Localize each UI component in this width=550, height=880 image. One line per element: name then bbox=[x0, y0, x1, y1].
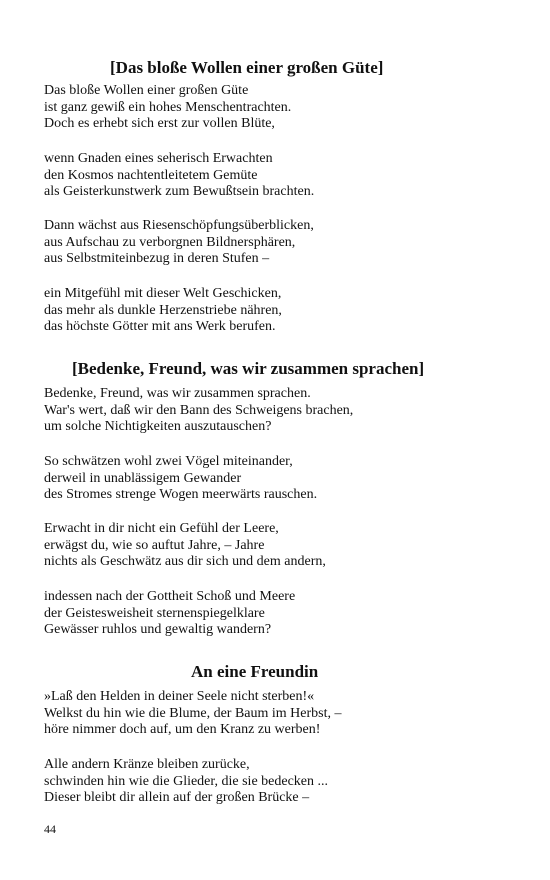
verse-line: das mehr als dunkle Herzenstriebe nähren, bbox=[44, 302, 282, 318]
page-number: 44 bbox=[44, 822, 56, 836]
verse-line: Erwacht in dir nicht ein Gefühl der Leere, bbox=[44, 521, 279, 536]
stanza bbox=[44, 454, 317, 504]
stanza bbox=[44, 521, 326, 571]
verse-line: ist ganz gewiß ein hohes Menschentrachten. bbox=[44, 99, 292, 115]
verse-line: Dann wächst aus Riesenschöpfungsüberblicken, bbox=[44, 218, 314, 233]
verse-line: den Kosmos nachtentleitetem Gemüte bbox=[44, 167, 258, 183]
verse-line: aus Aufschau zu verborgnen Bildnersphären, bbox=[44, 234, 296, 250]
verse-line: indessen nach der Gottheit Schoß und Meere bbox=[44, 589, 296, 604]
stanza bbox=[44, 386, 353, 436]
verse-line: erwägst du, wie so auftut Jahre, – Jahre bbox=[44, 537, 265, 553]
verse-line: das höchste Götter mit ans Werk berufen. bbox=[44, 319, 276, 335]
verse-line: der Geistesweisheit sternenspiegelklare bbox=[44, 605, 265, 621]
verse-line: derweil in unablässigem Gewander bbox=[44, 470, 242, 486]
verse-line: So schwätzen wohl zwei Vögel miteinander, bbox=[44, 454, 293, 469]
poem-title: [Bedenke, Freund, was wir zusammen sprachen] bbox=[72, 359, 425, 378]
verse-line: ein Mitgefühl mit dieser Welt Geschicken, bbox=[44, 286, 282, 301]
verse-line: Gewässer ruhlos und gewaltig wandern? bbox=[44, 622, 272, 638]
verse-line: War's wert, daß wir den Bann des Schweigens brachen, bbox=[44, 402, 354, 418]
stanza bbox=[44, 589, 295, 639]
verse-line: Dieser bleibt dir allein auf der großen Brücke – bbox=[44, 790, 310, 806]
stanza bbox=[44, 689, 342, 739]
stanza bbox=[44, 83, 291, 133]
verse-line: »Laß den Helden in deiner Seele nicht sterben!« bbox=[44, 689, 315, 704]
verse-line: Doch es erhebt sich erst zur vollen Blüte, bbox=[44, 116, 275, 132]
stanza bbox=[44, 151, 314, 201]
verse-line: Welkst du hin wie die Blume, der Baum im Herbst, – bbox=[44, 705, 342, 721]
poem-title: An eine Freundin bbox=[191, 662, 319, 681]
verse-line: als Geisterkunstwerk zum Bewußtsein brachten. bbox=[44, 184, 315, 200]
verse-line: wenn Gnaden eines seherisch Erwachten bbox=[44, 151, 273, 166]
verse-line: nichts als Geschwätz aus dir sich und dem andern, bbox=[44, 554, 326, 570]
verse-line: des Stromes strenge Wogen meerwärts rauschen. bbox=[44, 487, 318, 503]
stanza bbox=[44, 286, 282, 336]
verse-line: Das bloße Wollen einer großen Güte bbox=[44, 83, 249, 98]
poem-title: [Das bloße Wollen einer großen Güte] bbox=[110, 58, 384, 77]
verse-line: Bedenke, Freund, was wir zusammen sprachen. bbox=[44, 386, 311, 401]
verse-line: höre nimmer doch auf, um den Kranz zu werben! bbox=[44, 722, 321, 738]
stanza bbox=[44, 757, 328, 807]
verse-line: Alle andern Kränze bleiben zurücke, bbox=[44, 757, 250, 772]
stanza bbox=[44, 218, 314, 268]
verse-line: schwinden hin wie die Glieder, die sie bedecken ... bbox=[44, 773, 329, 789]
verse-line: aus Selbstmiteinbezug in deren Stufen – bbox=[44, 251, 270, 267]
verse-line: um solche Nichtigkeiten auszutauschen? bbox=[44, 419, 272, 435]
